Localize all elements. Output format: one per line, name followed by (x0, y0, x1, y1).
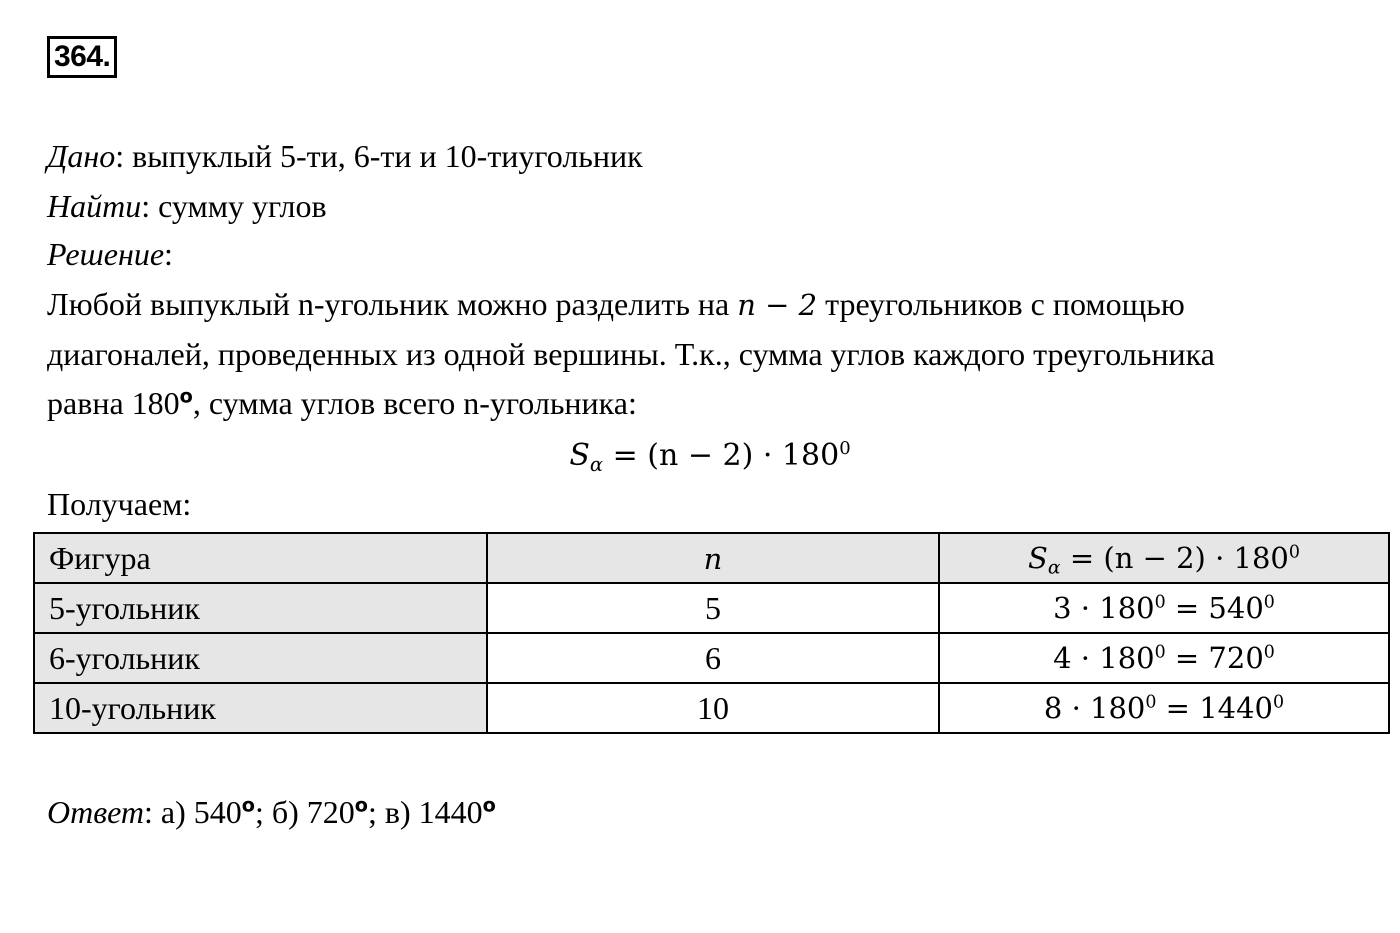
answer-label: Ответ (47, 794, 144, 830)
formula-subscript: α (589, 452, 604, 476)
answer-part-c: ; в) 1440 (367, 794, 483, 830)
formula-lhs: S (569, 438, 590, 473)
paragraph-text: треугольников с помощью (817, 286, 1185, 322)
header-figure: Фигура (34, 533, 487, 583)
calc-b-sup: 0 (1273, 692, 1285, 713)
answer-part-b: ; б) 720 (254, 794, 355, 830)
table-row (34, 583, 1389, 633)
header-formula-lhs: S (1028, 541, 1048, 575)
answer-line (47, 792, 496, 832)
table-row (34, 683, 1389, 733)
problem-number: 364. (47, 36, 117, 78)
given-text: : выпуклый 5-ти, 6-ти и 10-тиугольник (115, 138, 643, 174)
table-row (34, 633, 1389, 683)
paragraph-line-1 (47, 284, 1185, 325)
find-text: : сумму углов (141, 188, 327, 224)
row-figure: 10-угольник (34, 683, 487, 733)
main-formula (0, 436, 1400, 476)
calc-b-sup: 0 (1263, 642, 1275, 663)
getting-label: Получаем: (47, 486, 192, 522)
calc-b: = 1440 (1156, 691, 1273, 725)
header-formula-sup: 0 (1288, 542, 1300, 563)
inline-math: n − 2 (737, 288, 818, 322)
header-n (487, 533, 939, 583)
formula-superscript: 0 (839, 438, 851, 460)
results-table (33, 532, 1390, 734)
table-header-row (34, 533, 1389, 583)
calc-b-sup: 0 (1263, 592, 1275, 613)
given-label: Дано (47, 138, 116, 174)
calc-a-sup: 0 (1145, 692, 1157, 713)
solution-label: Решение (47, 236, 165, 272)
paragraph-text: равна 180 (47, 385, 180, 421)
find-label: Найти (47, 188, 142, 224)
calc-a: 4 · 180 (1053, 641, 1155, 675)
header-formula (939, 533, 1389, 583)
header-formula-rhs: = (n − 2) · 180 (1060, 541, 1289, 575)
paragraph-text: , сумма углов всего n-угольника: (192, 385, 637, 421)
calc-a-sup: 0 (1154, 592, 1166, 613)
header-n-text: n (703, 541, 723, 576)
solution-line (47, 234, 173, 274)
formula-rhs: = (n − 2) · 180 (603, 438, 840, 473)
paragraph-line-3 (47, 383, 637, 423)
paragraph-line-2: диагоналей, проведенных из одной вершины. Т.к., сумма углов каждого треугольника (47, 336, 1215, 372)
calc-b: = 540 (1165, 591, 1264, 625)
degree-sign: о (241, 793, 255, 817)
degree-sign: о (482, 793, 496, 817)
row-calc (939, 633, 1389, 683)
calc-a: 3 · 180 (1053, 591, 1155, 625)
row-n: 6 (487, 633, 939, 683)
row-n: 10 (487, 683, 939, 733)
degree-sign: о (179, 384, 193, 408)
degree-sign: о (354, 793, 368, 817)
solution-text: : (164, 236, 173, 272)
paragraph-text: Любой выпуклый n-угольник можно разделить на (47, 286, 738, 322)
row-calc (939, 683, 1389, 733)
calc-a: 8 · 180 (1043, 691, 1146, 725)
row-calc (939, 583, 1389, 633)
calc-b: = 720 (1165, 641, 1264, 675)
calc-a-sup: 0 (1154, 642, 1166, 663)
row-figure: 5-угольник (34, 583, 487, 633)
row-figure: 6-угольник (34, 633, 487, 683)
answer-part-a: : а) 540 (144, 794, 242, 830)
find-line (47, 186, 327, 226)
row-n: 5 (487, 583, 939, 633)
given-line (47, 136, 643, 176)
header-formula-sub: α (1047, 557, 1061, 579)
